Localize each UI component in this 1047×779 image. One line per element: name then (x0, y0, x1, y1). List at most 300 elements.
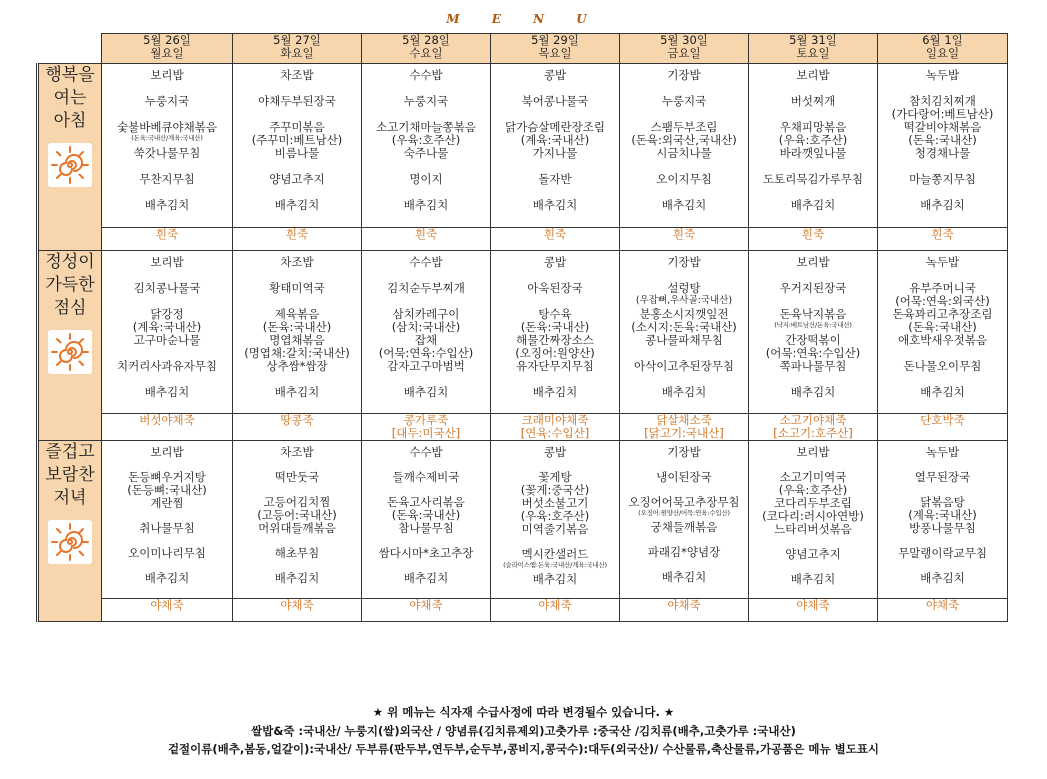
menu-cell (491, 251, 620, 414)
day-weekday: 토요일 (796, 46, 830, 60)
porridge-cell (878, 227, 1008, 250)
dish-origin: (돈등뼈:국내산) (127, 483, 207, 497)
dish (491, 282, 619, 308)
dish (491, 173, 619, 199)
dish (102, 95, 232, 121)
porridge-name: 닭살채소죽 (656, 413, 712, 427)
dish-name: 양념고추지 (785, 547, 841, 561)
porridge-name: 흰죽 (543, 226, 567, 241)
dish (362, 308, 490, 334)
dish (878, 256, 1007, 282)
dish-name: 가지나물 (532, 146, 578, 160)
dish (878, 199, 1007, 225)
meal-label-line: 아침 (53, 111, 87, 131)
dish-origin: (돈육:외국산,국내산) (631, 133, 737, 147)
dish (491, 147, 619, 173)
dish-origin: (계육:국내산) (132, 320, 202, 334)
dish-name: 녹두밥 (925, 255, 960, 269)
dish (362, 282, 490, 308)
dish (878, 95, 1007, 121)
meal-label (38, 64, 102, 251)
menu-cell (102, 441, 233, 599)
porridge-name: 소고기야채죽 (779, 413, 847, 427)
dish-name: 무찬지무침 (139, 172, 195, 186)
dish-name: 보리밥 (796, 68, 830, 82)
day-weekday: 수요일 (409, 46, 443, 60)
menu-cell (362, 441, 491, 599)
dish (620, 360, 748, 386)
dish-name: 기장밥 (667, 255, 701, 269)
dish (878, 572, 1007, 597)
dish-name: 애호박새우젓볶음 (898, 333, 987, 347)
dish (233, 471, 361, 496)
notice-text: ★ 위 메뉴는 식자재 수급사정에 따라 변경될수 있습니다. ★ (372, 705, 675, 719)
dish-name: 도토리묵김가루무침 (763, 172, 863, 186)
dish-name: 방풍나물무침 (909, 521, 976, 535)
dish (233, 308, 361, 334)
dish (233, 282, 361, 308)
dish-name: 콩밥 (543, 255, 567, 269)
dish-name: 차조밥 (280, 445, 314, 459)
menu-cell (102, 64, 233, 228)
dish-name: 수수밥 (409, 255, 443, 269)
dish (878, 69, 1007, 95)
dish-name: 배추김치 (920, 198, 965, 212)
porridge-cell (362, 227, 491, 250)
dish-name: 녹두밥 (925, 68, 960, 82)
dish (620, 147, 748, 173)
dish (749, 446, 877, 471)
dish-name: 배추김치 (403, 385, 449, 399)
porridge-cell (878, 599, 1008, 622)
dish-name: 오징어어묵고추장무침 (628, 495, 740, 509)
dish (749, 497, 877, 523)
porridge-cell (749, 599, 878, 622)
dish-name: 분홍소시지깻잎전 (639, 307, 729, 321)
porridge-name: 야채죽 (925, 598, 960, 612)
porridge-origin: [닭고기:국내산] (644, 426, 724, 440)
dish-name: 누룽지국 (403, 94, 449, 108)
porridge-cell (233, 227, 362, 250)
dish-name: 우채피망볶음 (779, 120, 847, 134)
dish (362, 147, 490, 173)
menu-cell (878, 251, 1008, 414)
dish (749, 69, 877, 95)
porridge-name: 크래미야채죽 (521, 413, 589, 427)
corner-cell (38, 34, 102, 64)
day-weekday: 일요일 (925, 46, 960, 60)
menu-body (38, 64, 1008, 622)
dish (362, 199, 490, 225)
dish (620, 308, 748, 334)
menu-cell (878, 441, 1008, 599)
dish-name: 돈육꽈리고추장조림 (892, 307, 993, 321)
dish (878, 308, 1007, 334)
dish-name: 떡갈비야채볶음 (903, 120, 982, 134)
dish (233, 121, 361, 147)
dish (620, 334, 748, 360)
dish-name: 돈육고사리볶음 (387, 495, 465, 509)
dish-origin: (우육:호주산) (520, 509, 590, 523)
dish-origin: (돈육:국내산) (908, 133, 977, 147)
dish (749, 548, 877, 573)
dish-name: 배추김치 (403, 571, 449, 585)
dish-name: 비름나물 (274, 146, 320, 160)
dish (878, 446, 1007, 471)
porridge-cell (233, 599, 362, 622)
dish (233, 446, 361, 471)
dish-name: 잡채 (414, 333, 438, 347)
dish (102, 308, 232, 334)
meal-row (38, 251, 1008, 414)
dish (491, 446, 619, 471)
dish-name: 누룽지국 (661, 94, 707, 108)
origin-line-1: 쌀밥&죽 :국내산/ 누룽지(쌀)외국산 / 양념류(김치류제외)고춧가루 :중국산 /김치류(배추,고춧가루 :국내산) (251, 724, 796, 738)
dish (878, 471, 1007, 496)
dish-name: 명이지 (409, 172, 443, 186)
dish-name: 제육볶음 (274, 307, 320, 321)
dish-origin: (계육:국내산) (908, 508, 977, 522)
dish (362, 121, 490, 147)
dish (233, 256, 361, 282)
dish-name: 배추김치 (274, 198, 320, 212)
meal-label-line: 정성이 (45, 252, 95, 272)
dish-name: 돌자반 (538, 172, 572, 186)
dish-name: 계란찜 (150, 496, 184, 510)
dish (620, 471, 748, 496)
menu-cell (878, 64, 1008, 228)
dish-name: 주꾸미볶음 (269, 120, 325, 134)
dish-origin: (낙지:베트남산/돈육:국내산) (774, 321, 852, 329)
porridge-origin: [연육:수입산] (520, 426, 590, 440)
dish-name: 야채두부된장국 (258, 94, 336, 108)
dish (102, 334, 232, 360)
menu-cell (749, 64, 878, 228)
porridge-cell (362, 599, 491, 622)
dish-origin: (소시지:돈육:국내산) (631, 320, 737, 334)
day-date: 6월 1일 (922, 33, 963, 47)
porridge-cell (491, 414, 620, 441)
dish-name: 소고기미역국 (779, 470, 847, 484)
dish-name: 궁채들깨볶음 (650, 520, 718, 534)
dish-name: 배추김치 (144, 385, 190, 399)
dish-name: 누룽지국 (144, 94, 190, 108)
dish (491, 256, 619, 282)
porridge-name: 콩가루죽 (403, 413, 449, 427)
dish (102, 386, 232, 412)
dish-name: 차조밥 (280, 255, 314, 269)
dish-name: 치커리사과유자무침 (117, 359, 217, 373)
porridge-cell (620, 599, 749, 622)
dish (620, 282, 748, 308)
dish-name: 배추김치 (661, 570, 707, 584)
dish-name: 콩나물파채무침 (645, 333, 723, 347)
dish-name: 느타리버섯볶음 (774, 522, 852, 536)
dish (620, 256, 748, 282)
dish-name: 배추김치 (532, 198, 578, 212)
dish (102, 522, 232, 547)
dish (362, 386, 490, 412)
dish (749, 360, 877, 386)
dish-name: 삼치카레구이 (392, 307, 460, 321)
dish-name: 탕수육 (538, 307, 572, 321)
dish-name: 아삭이고추된장무침 (634, 359, 734, 373)
dish-name: 간장떡볶이 (785, 333, 841, 347)
porridge-cell (362, 414, 491, 441)
dish (878, 121, 1007, 147)
dish-name: 유자단무지무침 (516, 359, 594, 373)
dish-name: 수수밥 (409, 68, 443, 82)
dish (620, 199, 748, 225)
dish-origin: (돈육:국내산) (520, 320, 590, 334)
menu-cell (233, 251, 362, 414)
porridge-name: 야채죽 (667, 598, 701, 612)
dish-name: 콩밥 (543, 445, 567, 459)
dish-origin: (어묵:연육:외국산) (895, 294, 990, 308)
dish-name: 수수밥 (409, 445, 443, 459)
dish-name: 배추김치 (144, 571, 190, 585)
dish-name: 열무된장국 (914, 470, 971, 484)
porridge-row (38, 227, 1008, 250)
porridge-name: 야채죽 (150, 598, 184, 612)
dish (878, 386, 1007, 412)
dish (233, 547, 361, 572)
day-header (620, 34, 749, 64)
origin-line-2: 겉절이류(배추,봄동,얼갈이):국내산/ 두부류(판두부,연두부,순두부,콩비지,콩국수):대두(외국산)/ 수산물류,축산물류,가공품은 메뉴 별도표시 (167, 742, 880, 756)
dish-name: 우거지된장국 (779, 281, 847, 295)
dish-name: 코다리두부조림 (774, 496, 852, 510)
day-weekday: 금요일 (667, 46, 701, 60)
dish-name: 멕시칸샐러드 (521, 547, 589, 561)
dish-origin: (우잡뼈,우사골:국내산) (635, 295, 733, 306)
dish-origin: (어묵:연육:수입산) (378, 346, 474, 360)
dish-name: 숯불바베큐야채볶음 (117, 120, 217, 134)
menu-cell (620, 441, 749, 599)
dish-name: 설렁탕 (667, 281, 701, 295)
dish-name: 콩밥 (543, 68, 567, 82)
menu-cell (362, 251, 491, 414)
dish-name: 쑥갓나물무침 (133, 146, 201, 160)
dish (491, 69, 619, 95)
dish (233, 199, 361, 225)
dish-origin: (돈육:국내산/계육:국내산) (131, 134, 203, 142)
dish-name: 보리밥 (150, 445, 184, 459)
dish (878, 496, 1007, 522)
dish (491, 523, 619, 548)
menu-cell (362, 64, 491, 228)
dish (620, 69, 748, 95)
dish (749, 282, 877, 308)
dish (102, 121, 232, 147)
porridge-cell (620, 414, 749, 441)
dish-name: 들깨수제비국 (392, 470, 460, 484)
dish (491, 308, 619, 334)
dish-name: 배추김치 (532, 385, 578, 399)
dish (233, 496, 361, 522)
dish-name: 김치순두부찌개 (387, 281, 465, 295)
dish-name: 배추김치 (790, 385, 836, 399)
dish (620, 386, 748, 412)
meal-label-line: 보람찬 (45, 465, 95, 485)
dish (233, 147, 361, 173)
dish (878, 282, 1007, 308)
menu-cell (749, 251, 878, 414)
day-date: 5월 31일 (789, 33, 837, 47)
dish-name: 쌈다시마*초고추장 (378, 546, 474, 560)
dish-origin: (돈육:국내산) (908, 320, 977, 334)
dish-origin: (오징어:원양산/어묵:연육:수입산) (638, 509, 730, 517)
dish (362, 547, 490, 572)
dish (362, 69, 490, 95)
dish (102, 497, 232, 522)
dish-name: 해물간짜장소스 (516, 333, 594, 347)
dish (233, 360, 361, 386)
porridge-name: 흰죽 (801, 226, 825, 241)
meal-label (38, 251, 102, 441)
dish (362, 334, 490, 360)
dish (749, 308, 877, 334)
dish-name: 배추김치 (661, 385, 707, 399)
dish (362, 496, 490, 522)
dish-name: 배추김치 (403, 198, 449, 212)
dish-name: 배추김치 (661, 198, 707, 212)
porridge-origin: [소고기:호주산] (773, 426, 853, 440)
dish-name: 해초무침 (274, 546, 320, 560)
menu-cell (233, 441, 362, 599)
dish-name: 유부주머니국 (909, 281, 976, 295)
dish (233, 572, 361, 597)
dish (878, 173, 1007, 199)
dish-origin: (돈육:국내산) (391, 508, 461, 522)
dish-name: 차조밥 (280, 68, 314, 82)
dish (620, 521, 748, 546)
dish-origin: (주꾸미:베트남산) (251, 133, 343, 147)
dish-name: 배추김치 (144, 198, 190, 212)
dish-name: 북어콩나물국 (521, 94, 589, 108)
dish (620, 121, 748, 147)
dish (102, 547, 232, 572)
porridge-cell (102, 227, 233, 250)
porridge-name: 흰죽 (414, 226, 438, 241)
porridge-cell (620, 227, 749, 250)
dish (620, 496, 748, 521)
dish (102, 147, 232, 173)
dish-name: 배추김치 (920, 385, 965, 399)
meal-label (38, 441, 102, 622)
dish-name: 기장밥 (667, 68, 701, 82)
dish-origin: (코다리:러시아연방) (762, 509, 864, 523)
dish-name: 닭가슴살메란장조림 (505, 120, 605, 134)
porridge-name: 흰죽 (931, 226, 954, 241)
meal-label-line: 가득한 (45, 275, 95, 295)
dish (233, 522, 361, 547)
dish (620, 95, 748, 121)
dish (491, 386, 619, 412)
dish (878, 334, 1007, 360)
dish (362, 360, 490, 386)
dish-origin: (우육:호주산) (778, 483, 848, 497)
day-header (362, 34, 491, 64)
dish-name: 녹두밥 (925, 445, 960, 459)
porridge-cell (102, 414, 233, 441)
porridge-cell (491, 599, 620, 622)
dish-name: 버섯소불고기 (521, 496, 589, 510)
dish (233, 334, 361, 360)
dish (749, 173, 877, 199)
dish-origin: (슬라이스햄:돈육:국내산/계육:국내산) (503, 561, 607, 569)
dish-origin: (어묵:연육:수입산) (765, 346, 861, 360)
dish-name: 파래김*양념장 (647, 545, 721, 559)
dish-name: 보리밥 (150, 255, 184, 269)
dish-origin: (우육:호주산) (391, 133, 461, 147)
dish (749, 573, 877, 598)
dish (233, 69, 361, 95)
dish (878, 522, 1007, 547)
menu-cell (620, 64, 749, 228)
dish-name: 오이미나리무침 (128, 546, 206, 560)
porridge-cell (102, 599, 233, 622)
dish (233, 386, 361, 412)
dish-name: 쪽파나물무침 (779, 359, 847, 373)
dish (102, 282, 232, 308)
dish-name: 배추김치 (920, 571, 965, 585)
dish (749, 256, 877, 282)
dish (102, 360, 232, 386)
meal-row (38, 441, 1008, 599)
dish-name: 배추김치 (532, 572, 578, 586)
dish-name: 버섯찌개 (790, 94, 836, 108)
dish (749, 386, 877, 412)
dish-origin: (돈육:국내산) (262, 320, 332, 334)
meal-label-line: 즐겁고 (45, 442, 95, 462)
porridge-name: 단호박죽 (920, 413, 965, 427)
dish (102, 446, 232, 471)
meal-label-line: 여는 (53, 88, 87, 108)
dish-name: 냉이된장국 (656, 470, 712, 484)
dish-name: 아욱된장국 (527, 281, 583, 295)
dish-name: 배추김치 (274, 571, 320, 585)
dish-name: 고등어김치찜 (263, 495, 331, 509)
dish-origin: (고등어:국내산) (257, 508, 337, 522)
dish-origin: (우육:호주산) (778, 133, 848, 147)
porridge-name: 야채죽 (538, 598, 572, 612)
dish-name: 배추김치 (790, 198, 836, 212)
dish-name: 오이지무침 (656, 172, 712, 186)
day-header-row (38, 34, 1008, 64)
dish-origin: (오징어:원양산) (515, 346, 595, 360)
dish (362, 173, 490, 199)
dish-name: 명엽채볶음 (269, 333, 325, 347)
dish-origin: (명엽채:갈치:국내산) (244, 346, 350, 360)
porridge-name: 흰죽 (155, 226, 179, 241)
day-header (102, 34, 233, 64)
dish-name: 꽃게탕 (538, 470, 572, 484)
dish (620, 173, 748, 199)
dish (878, 547, 1007, 572)
day-header (491, 34, 620, 64)
dish (233, 95, 361, 121)
dish-name: 김치콩나물국 (133, 281, 201, 295)
dish-origin: (꽃게:중국산) (520, 483, 590, 497)
dish-name: 배추김치 (790, 572, 836, 586)
day-header (233, 34, 362, 64)
dish (749, 121, 877, 147)
dish (362, 522, 490, 547)
porridge-cell (491, 227, 620, 250)
dish (362, 256, 490, 282)
meal-label-line: 행복을 (45, 65, 95, 85)
day-weekday: 화요일 (280, 46, 314, 60)
